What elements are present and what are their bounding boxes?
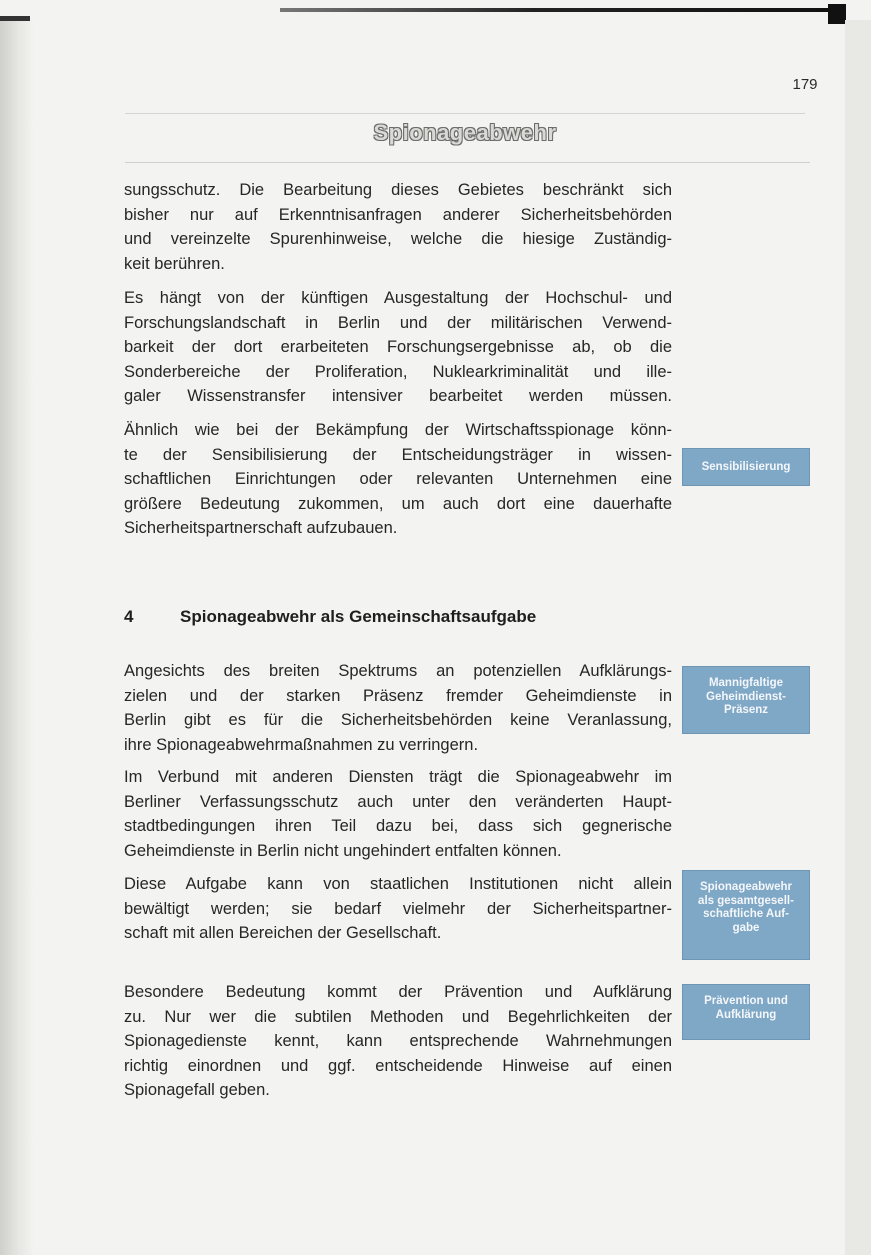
text-line: Ähnlich wie bei der Bekämpfung der Wirtschaftsspionage könn- xyxy=(124,421,672,439)
paragraph-4 xyxy=(124,659,672,757)
text-line: schaft mit allen Bereichen der Gesellschaft. xyxy=(124,924,442,942)
text-line: Forschungslandschaft in Berlin und der militärischen Verwend- xyxy=(124,313,672,332)
margin-note-line: gabe xyxy=(732,921,760,934)
running-head: Spionageabwehr xyxy=(373,120,557,145)
binding-shadow xyxy=(0,20,34,1255)
right-page-edge xyxy=(845,20,871,1255)
paragraph-1 xyxy=(124,178,672,276)
text-line: bewältigt werden; sie bedarf vielmehr der Sicherheitspartner- xyxy=(124,899,672,918)
margin-note-line: als gesamtgesell- xyxy=(698,894,794,907)
text-line: sungsschutz. Die Bearbeitung dieses Gebietes beschränkt sich xyxy=(124,181,672,199)
margin-note-line: schaftliche Auf- xyxy=(703,908,789,920)
header-rule-bottom xyxy=(125,162,810,163)
text-line: Spionagefall geben. xyxy=(124,1081,270,1099)
section-heading xyxy=(124,607,672,627)
text-line: bisher nur auf Erkenntnisanfragen anderer Sicherheitsbehörden xyxy=(124,205,672,224)
text-line: Spionagedienste kennt, kann entsprechende Wahrnehmungen xyxy=(124,1032,672,1050)
margin-note-praesenz xyxy=(682,666,810,734)
text-line: Sicherheitspartnerschaft aufzubauen. xyxy=(124,519,398,537)
margin-note-line: Spionageabwehr xyxy=(699,881,793,893)
text-line: schaftlichen Einrichtungen oder relevanten Unternehmen eine xyxy=(124,470,672,488)
text-line: Berliner Verfassungsschutz auch unter den veränderten Haupt- xyxy=(124,792,672,811)
text-line: Diese Aufgabe kann von staatlichen Institutionen nicht allein xyxy=(124,875,672,893)
text-line: te der Sensibilisierung der Entscheidungsträger in wissen- xyxy=(124,445,672,464)
paragraph-2 xyxy=(124,286,672,409)
text-line: und vereinzelte Spurenhinweise, welche die hiesige Zuständig- xyxy=(124,230,672,248)
text-line: zu. Nur wer die subtilen Methoden und Begehrlichkeiten der xyxy=(124,1007,672,1026)
text-line: richtig einordnen und ggf. entscheidende Hinweise auf einen xyxy=(124,1056,672,1075)
top-edge-rule xyxy=(280,8,845,12)
paragraph-5 xyxy=(124,765,672,863)
page-number: 179 xyxy=(792,76,818,93)
paragraph-3 xyxy=(124,418,672,541)
margin-note-sensibilisierung xyxy=(682,448,810,486)
margin-note-gesamtgesellschaftlich xyxy=(682,870,810,960)
text-line: keit berühren. xyxy=(124,254,225,273)
text-line: Geheimdienste in Berlin nicht ungehindert entfalten können. xyxy=(124,841,562,860)
margin-note-praevention xyxy=(682,984,810,1040)
margin-note-line: Aufklärung xyxy=(715,1008,777,1021)
text-line: zielen und der starken Präsenz fremder Geheimdienste in xyxy=(124,686,672,705)
text-line: Berlin gibt es für die Sicherheitsbehörden keine Veranlassung, xyxy=(124,711,672,729)
paragraph-7 xyxy=(124,980,672,1103)
margin-note-line: Prävention und xyxy=(704,995,788,1007)
section-number: 4 xyxy=(124,607,134,626)
text-line: stadtbedingungen ihren Teil dazu bei, dass sich gegnerische xyxy=(124,817,672,835)
text-line: Sonderbereiche der Proliferation, Nuklearkriminalität und ille- xyxy=(124,362,672,381)
text-line: galer Wissenstransfer intensiver bearbeitet werden müssen. xyxy=(124,387,672,405)
text-line: barkeit der dort erarbeiteten Forschungsergebnisse ab, ob die xyxy=(124,338,672,356)
margin-note-line: Präsenz xyxy=(723,704,769,716)
paragraph-6 xyxy=(124,872,672,946)
text-line: Im Verbund mit anderen Diensten trägt die Spionageabwehr im xyxy=(124,768,672,786)
text-line: Besondere Bedeutung kommt der Prävention und Aufklärung xyxy=(124,983,672,1001)
text-line: ihre Spionageabwehrmaßnahmen zu verringern. xyxy=(124,735,479,754)
text-line: größere Bedeutung zukommen, um auch dort eine dauerhafte xyxy=(124,494,672,513)
corner-mark xyxy=(0,16,30,21)
header-rule-top xyxy=(125,113,805,114)
top-edge-mark xyxy=(828,4,846,24)
margin-note-line: Mannigfaltige xyxy=(708,677,784,689)
section-title: Spionageabwehr als Gemeinschaftsaufgabe xyxy=(180,607,537,626)
text-line: Es hängt von der künftigen Ausgestaltung der Hochschul- und xyxy=(124,289,672,307)
margin-note-line: Geheimdienst- xyxy=(706,690,786,703)
text-line: Angesichts des breiten Spektrums an potenziellen Aufklärungs- xyxy=(124,662,672,680)
margin-note-line: Sensibilisierung xyxy=(701,461,791,473)
